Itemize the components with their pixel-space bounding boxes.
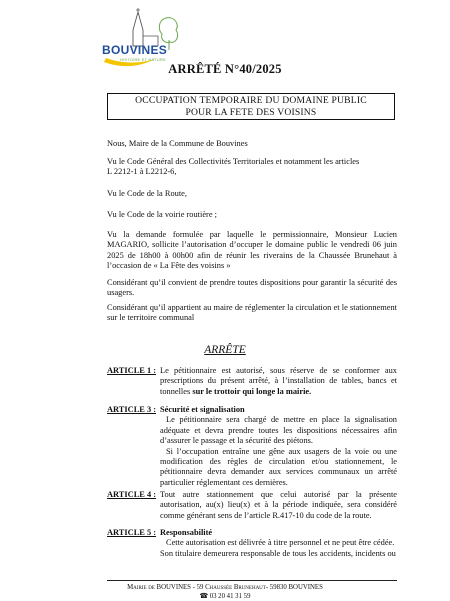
preamble-security: Considérant qu’il convient de prendre toutes dispositions pour garantir la sécurité des usagers. (107, 278, 397, 298)
preamble-cgct (107, 157, 397, 178)
article-5-text1: Cette autorisation est délivrée à titre personnel et ne peut être cédée. (166, 538, 395, 548)
footer-divider (107, 580, 397, 581)
article-3-text1: Le pétitionnaire sera chargé de mettre en place la signalisation adéquate et devra prendre toutes les dispositions nécessaires afin d’assurer le passage et la sécurité des piétons. (160, 415, 397, 446)
article-3-label: ARTICLE 3 : (107, 405, 157, 414)
article-3-body (160, 405, 397, 488)
footer-address: Mairie de BOUVINES - 59 Chaussée Brunehaut- 59830 BOUVINES (127, 584, 323, 591)
article-1-location: sur le trottoir qui longe la mairie. (192, 386, 312, 396)
preamble-request: Vu la demande formulée par laquelle le permissionnaire, Monsieur Lucien MAGARIO, sollicite l’autorisation d’occuper le domaine public le vendredi 06 juin 2025 de 18h00 à 00h00 afin de réunir les riverains de la Chaussée Brunehaut à l’occasion de « La Fête des voisins » (107, 230, 397, 271)
preamble-mayor: Nous, Maire de la Commune de Bouvines (107, 139, 248, 148)
article-1-body (160, 366, 397, 397)
article-4-body: Tout autre stationnement que celui autorisé par la présente autorisation, au(x) lieu(x) et à la période indiquée, sera considéré comme générant sens de l’article R.417-10 du code de la route. (160, 490, 397, 520)
footer (0, 584, 450, 601)
article-5-body (160, 528, 397, 559)
decree-object-line1: OCCUPATION TEMPORAIRE DU DOMAINE PUBLIC (135, 95, 367, 106)
article-3-heading: Sécurité et signalisation (160, 405, 245, 414)
preamble-regulation: Considérant qu’il appartient au maire de réglementer la circulation et le stationnement sur le territoire communal (107, 303, 397, 323)
article-5-label: ARTICLE 5 : (107, 528, 157, 537)
logo-wordmark: BOUVINES (102, 43, 168, 57)
logo-tagline: HISTOIRE ET NATURE (120, 57, 166, 62)
phone-icon: ☎ (199, 592, 208, 600)
decree-object-box (107, 93, 395, 120)
footer-phone: 03 20 41 31 59 (209, 592, 251, 600)
preamble-code-route: Vu le Code de la Route, (107, 189, 187, 198)
article-1-text: Le pétitionnaire est autorisé, sous réserve de se conformer aux prescriptions du présent arrêté, à l’installation de tables, bancs et tonnelles (160, 366, 397, 396)
article-4-label: ARTICLE 4 : (107, 490, 157, 499)
preamble-cgct-line1: Vu le Code Général des Collectivités Territoriales et notamment les articles (107, 157, 360, 166)
decree-object-line2: POUR LA FETE DES VOISINS (185, 107, 317, 118)
article-3-text2: Si l’occupation entraîne une gêne aux usagers de la voie ou une modification des règles de circulation et/ou stationnement, le pétitionnaire devra demander aux services communaux un arrêté particulier réglementant ces dernières. (160, 446, 397, 487)
preamble-cgct-line2: L 2212-1 à L2212-6, (107, 167, 177, 177)
article-1-label: ARTICLE 1 : (107, 366, 157, 375)
article-5-heading: Responsabilité (160, 528, 213, 537)
article-5-text2: Son titulaire demeurera responsable de tous les accidents, incidents ou (160, 548, 396, 558)
decree-title: ARRÊTÉ N°40/2025 (168, 62, 282, 76)
commune-logo (100, 6, 188, 68)
preamble-code-voirie: Vu le Code de la voirie routière ; (107, 210, 217, 219)
arrete-heading: ARRÊTE (204, 344, 246, 356)
